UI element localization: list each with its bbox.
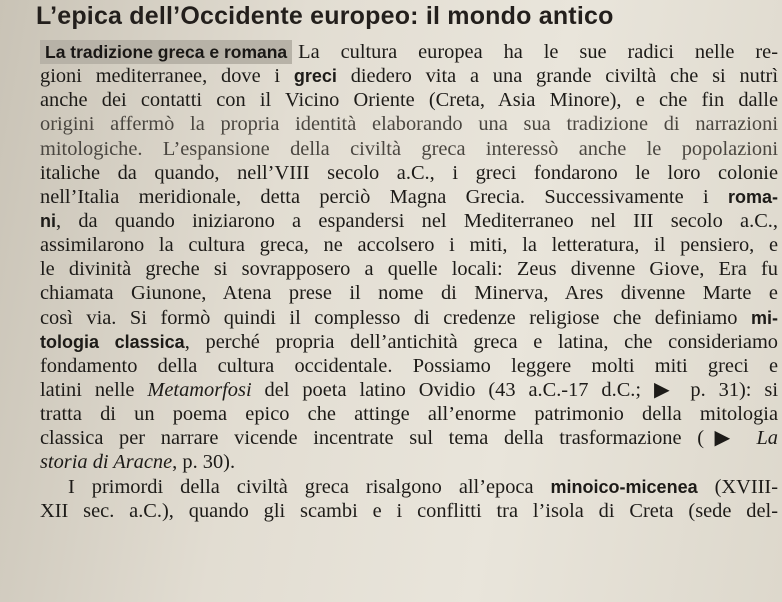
text-line: chiamata Giunone, Atena prese il nome di Minerva, Ares divenne Marte e xyxy=(40,282,778,305)
text-line xyxy=(40,378,778,402)
body-text xyxy=(40,40,778,523)
text-line xyxy=(40,64,778,88)
text-line xyxy=(40,40,778,64)
text-line xyxy=(40,475,778,499)
text-line: origini affermò la propria identità elaborando una sua tradizione di narrazioni xyxy=(40,113,778,136)
text-line: mitologiche. L’espansione della civiltà greca interessò anche le popolazioni xyxy=(40,137,778,160)
text-segment: gioni mediterranee, dove i xyxy=(40,65,294,88)
text-segment: del poeta latino Ovidio (43 a.C.-17 d.C.; ▶ p. 31): si xyxy=(251,378,778,401)
text-line xyxy=(40,306,778,330)
keyword-mitologia-classica: tologia classica xyxy=(40,331,185,352)
text-line: XII sec. a.C.), quando gli scambi e i conflitti tra l’isola di Creta (sede del- xyxy=(40,499,778,522)
text-segment: nell’Italia meridionale, detta perciò Magna Grecia. Successivamente i xyxy=(40,185,728,208)
text-segment: (XVIII- xyxy=(697,475,778,498)
text-segment: classica per narrare vicende incentrate sul tema della trasformazione (▶ xyxy=(40,427,757,450)
keyword-greci: greci xyxy=(293,66,337,87)
text-line xyxy=(40,330,778,354)
text-line xyxy=(40,426,778,450)
keyword-romani: roma- xyxy=(727,186,778,207)
text-line: fondamento della cultura occidentale. Possiamo leggere molti miti greci e xyxy=(40,354,778,377)
text-line xyxy=(40,209,778,233)
text-line: tratta di un poema epico che attinge all’enorme patrimonio della mitologia xyxy=(40,403,778,426)
keyword-minoico-micenea: minoico-micenea xyxy=(550,476,698,497)
page-title: L’epica dell’Occidente europeo: il mondo antico xyxy=(36,2,614,30)
text-line: le divinità greche si sovrapposero a quelle locali: Zeus divenne Giove, Era fu xyxy=(40,258,778,281)
text-line: italiche da quando, nell’VIII secolo a.C., i greci fondarono le loro colonie xyxy=(40,161,778,184)
text-segment: latini nelle xyxy=(40,378,148,401)
title-aracne-start: La xyxy=(756,427,778,450)
text-line xyxy=(40,450,778,474)
text-segment: , p. 30). xyxy=(172,451,236,474)
text-line: assimilarono la cultura greca, ne accolsero i miti, la letteratura, il pensiero, e xyxy=(40,234,778,257)
section-heading: La tradizione greca e romana xyxy=(40,40,292,64)
text-segment: diedero vita a una grande civiltà che si nutrì xyxy=(336,65,778,88)
text-segment: , da quando iniziarono a espandersi nel Mediterraneo nel III secolo a.C., xyxy=(56,209,778,232)
text-line xyxy=(40,185,778,209)
text-segment: così via. Si formò quindi il complesso di credenze religiose che definiamo xyxy=(40,306,751,329)
keyword-romani-end: ni xyxy=(40,210,56,231)
title-aracne: storia di Aracne xyxy=(40,451,173,474)
keyword-mitologia: mi- xyxy=(751,307,778,328)
title-metamorfosi: Metamorfosi xyxy=(147,378,252,401)
text-line: anche dei contatti con il Vicino Oriente (Creta, Asia Minore), e che fin dalle xyxy=(40,89,778,112)
text-segment: I primordi della civiltà greca risalgono all’epoca xyxy=(68,475,551,498)
text-segment: , perché propria dell’antichità greca e latina, che consideriamo xyxy=(184,330,778,353)
text-segment: La cultura europea ha le sue radici nelle re- xyxy=(298,41,778,63)
